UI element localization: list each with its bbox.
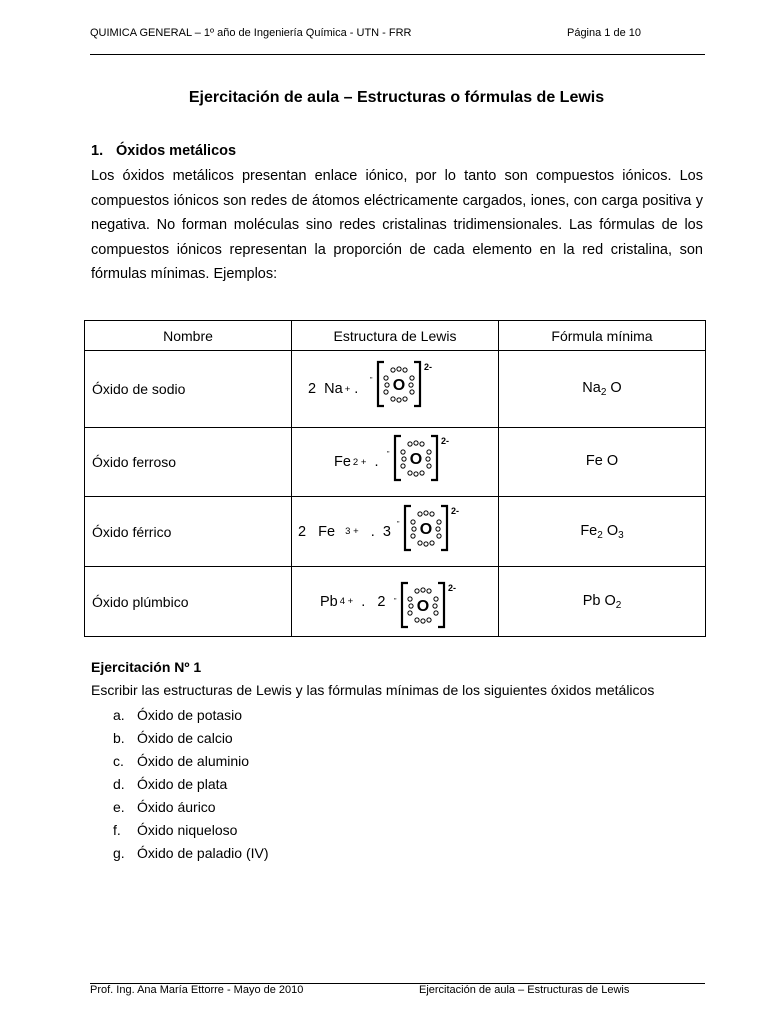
cation-symbol: Na [324,381,343,397]
list-item-text: Óxido de aluminio [137,753,250,769]
electron-dot [385,383,389,387]
anion-element: O [416,597,429,615]
list-marker: f. [113,822,121,838]
list-item [113,843,269,866]
cation-coefficient: 2 [298,523,307,540]
list-marker: d. [113,776,125,792]
lewis-structure-cell [292,567,499,637]
electron-dot [430,540,434,544]
electron-dot [391,368,395,372]
electron-dot [426,617,430,621]
exercise-list [113,705,269,866]
electron-dot [407,442,411,446]
electron-dot [430,511,434,515]
separator-dot: . [354,381,359,397]
electron-dot [408,603,412,607]
tick-mark: " [393,597,396,605]
section-title: Óxidos metálicos [116,143,237,159]
left-bracket [378,362,384,406]
electron-dot [407,610,411,614]
electron-dot [411,533,415,537]
cation-coefficient: 2 [308,381,317,397]
electron-dot [400,464,404,468]
header-formula: Fórmula mínima [499,321,706,351]
anion-element: O [393,377,406,394]
list-item [113,797,269,820]
table-row [85,428,706,497]
formula-sub-a: 2 [600,387,607,398]
electron-dot [424,510,428,514]
electron-dot [407,596,411,600]
electron-dot [418,511,422,515]
formula-sub-a: 2 [597,529,603,541]
separator-dot: . [370,523,375,540]
right-bracket [414,362,420,406]
oxide-name: Óxido plúmbico [85,567,292,637]
footer-document-title: Ejercitación de aula – Estructuras de Lewis [419,984,630,996]
electron-dot [433,596,437,600]
anion-element: O [419,520,433,538]
tick-mark: " [370,377,373,384]
list-marker: e. [113,799,125,815]
formula-element-b: O [606,522,619,539]
electron-dot [437,533,441,537]
list-item [113,774,269,797]
list-item-text: Óxido de calcio [137,730,233,746]
list-item [113,820,269,843]
left-bracket [402,583,408,627]
lewis-structure-cell [292,428,499,497]
electron-dot [414,588,418,592]
electron-dot [384,376,388,380]
oxide-anion-lewis-diagram [385,432,460,484]
table-header-row [85,321,706,351]
table-row [85,497,706,567]
list-marker: c. [113,753,124,769]
oxide-anion-lewis-diagram [395,502,470,554]
header-page-number: Página 1 de 10 [566,27,641,39]
lewis-structure [292,573,498,631]
exercise-heading: Ejercitación Nº 1 [91,659,202,675]
right-bracket [438,583,444,627]
electron-dot [426,588,430,592]
anion-charge: 2- [440,436,449,446]
section-paragraph: Los óxidos metálicos presentan enlace iónico, por lo tanto son compuestos iónicos. Los compuestos iónicos son redes de átomos eléctricamente cargados, iones, con carga positiva y negativa. No forman moléculas sino redes cristalinas tridimensionales. Las fórmulas de los compuestos iónicos representan la proporción de cada elemento en la red cristalina, son fórmulas mínimas. Ejemplos: [91,168,703,282]
tick-mark: " [396,520,400,528]
list-item-text: Óxido de plata [137,776,228,792]
tick-mark: " [386,451,389,458]
footer-author: Prof. Ing. Ana María Ettorre - Mayo de 2010 [90,984,304,996]
electron-dot [413,441,417,445]
formula-element-b: O [604,592,616,609]
electron-dot [424,541,428,545]
list-marker: b. [113,730,125,746]
cation-charge: 3 + [345,526,359,537]
formula-element-a: Pb [582,592,601,609]
electron-dot [437,519,441,523]
cation-charge: 4 + [339,596,354,607]
electron-dot [400,450,404,454]
separator-dot: . [361,593,366,610]
left-bracket [395,436,401,480]
lewis-structure-cell [292,497,499,567]
page-header [90,27,703,39]
cation-symbol: Fe [318,523,336,540]
electron-dot [401,457,405,461]
list-item-text: Óxido de paladio (IV) [137,845,269,861]
electron-dot [425,457,429,461]
lewis-structure-cell [292,351,499,428]
right-bracket [431,436,437,480]
right-bracket [441,506,447,550]
left-bracket [405,506,411,550]
formula-element-a: Na [582,380,601,396]
page-title: Ejercitación de aula – Estructuras o fórmulas de Lewis [188,89,605,106]
electron-dot [419,442,423,446]
list-marker: a. [113,707,125,723]
electron-dot [420,618,424,622]
anion-count: 2 [377,593,386,610]
list-item-text: Óxido áurico [137,799,216,815]
electron-dot [397,367,401,371]
formula-cell [499,497,706,567]
electron-dot [426,450,430,454]
cation-symbol: Pb [320,593,338,610]
formula-cell [499,351,706,428]
electron-dot [413,472,417,476]
table-row [85,351,706,428]
electron-dot [410,390,414,394]
electron-dot [410,376,414,380]
section-number: 1. [91,143,104,159]
electron-dot [436,526,440,530]
oxide-name: Óxido ferroso [85,428,292,497]
electron-dot [384,390,388,394]
lewis-structure [292,362,498,410]
formula-element-a: Fe [580,522,598,539]
electron-dot [426,464,430,468]
electron-dot [411,519,415,523]
formula-element-b: O [606,453,619,469]
list-item [113,751,269,774]
anion-charge: 2- [450,505,459,516]
exercise-instruction: Escribir las estructuras de Lewis y las fórmulas mínimas de los siguientes óxidos metálicos [91,682,655,698]
list-item [113,728,269,751]
oxide-name: Óxido de sodio [85,351,292,428]
electron-dot [403,368,407,372]
electron-dot [407,471,411,475]
oxide-name: Óxido férrico [85,497,292,567]
electron-dot [414,617,418,621]
header-rule [90,54,705,55]
header-estructura: Estructura de Lewis [292,321,499,351]
oxide-anion-lewis-diagram [368,358,443,410]
table-row [85,567,706,637]
list-item-text: Óxido niqueloso [137,822,238,838]
list-item [113,705,269,728]
cation-symbol: Fe [334,454,351,470]
formula-element-a: Fe [585,453,603,469]
cation-charge: 2 + [352,456,367,468]
lewis-structure [292,436,498,484]
electron-dot [403,397,407,401]
electron-dot [418,540,422,544]
anion-element: O [409,451,422,468]
formula-cell [499,567,706,637]
oxides-table [84,320,706,637]
electron-dot [397,398,401,402]
electron-dot [433,610,437,614]
electron-dot [419,471,423,475]
section-heading [91,143,236,159]
formula-cell [499,428,706,497]
electron-dot [409,383,413,387]
list-item-text: Óxido de potasio [137,707,243,723]
list-marker: g. [113,845,125,861]
electron-dot [391,397,395,401]
header-course: QUIMICA GENERAL – 1º año de Ingeniería Química - UTN - FRR [90,27,412,39]
electron-dot [420,587,424,591]
oxide-anion-lewis-diagram [392,579,467,631]
electron-dot [412,526,416,530]
header-nombre: Nombre [85,321,292,351]
anion-count: 3 [382,523,391,540]
lewis-structure [292,505,498,554]
formula-sub-b: 3 [618,529,624,541]
electron-dot [432,603,436,607]
anion-charge: 2- [447,582,456,593]
formula-sub-b: 2 [615,599,622,611]
formula-element-b: O [610,380,622,396]
separator-dot: . [374,454,379,470]
anion-charge: 2- [424,362,433,372]
cation-charge: + [344,383,351,395]
